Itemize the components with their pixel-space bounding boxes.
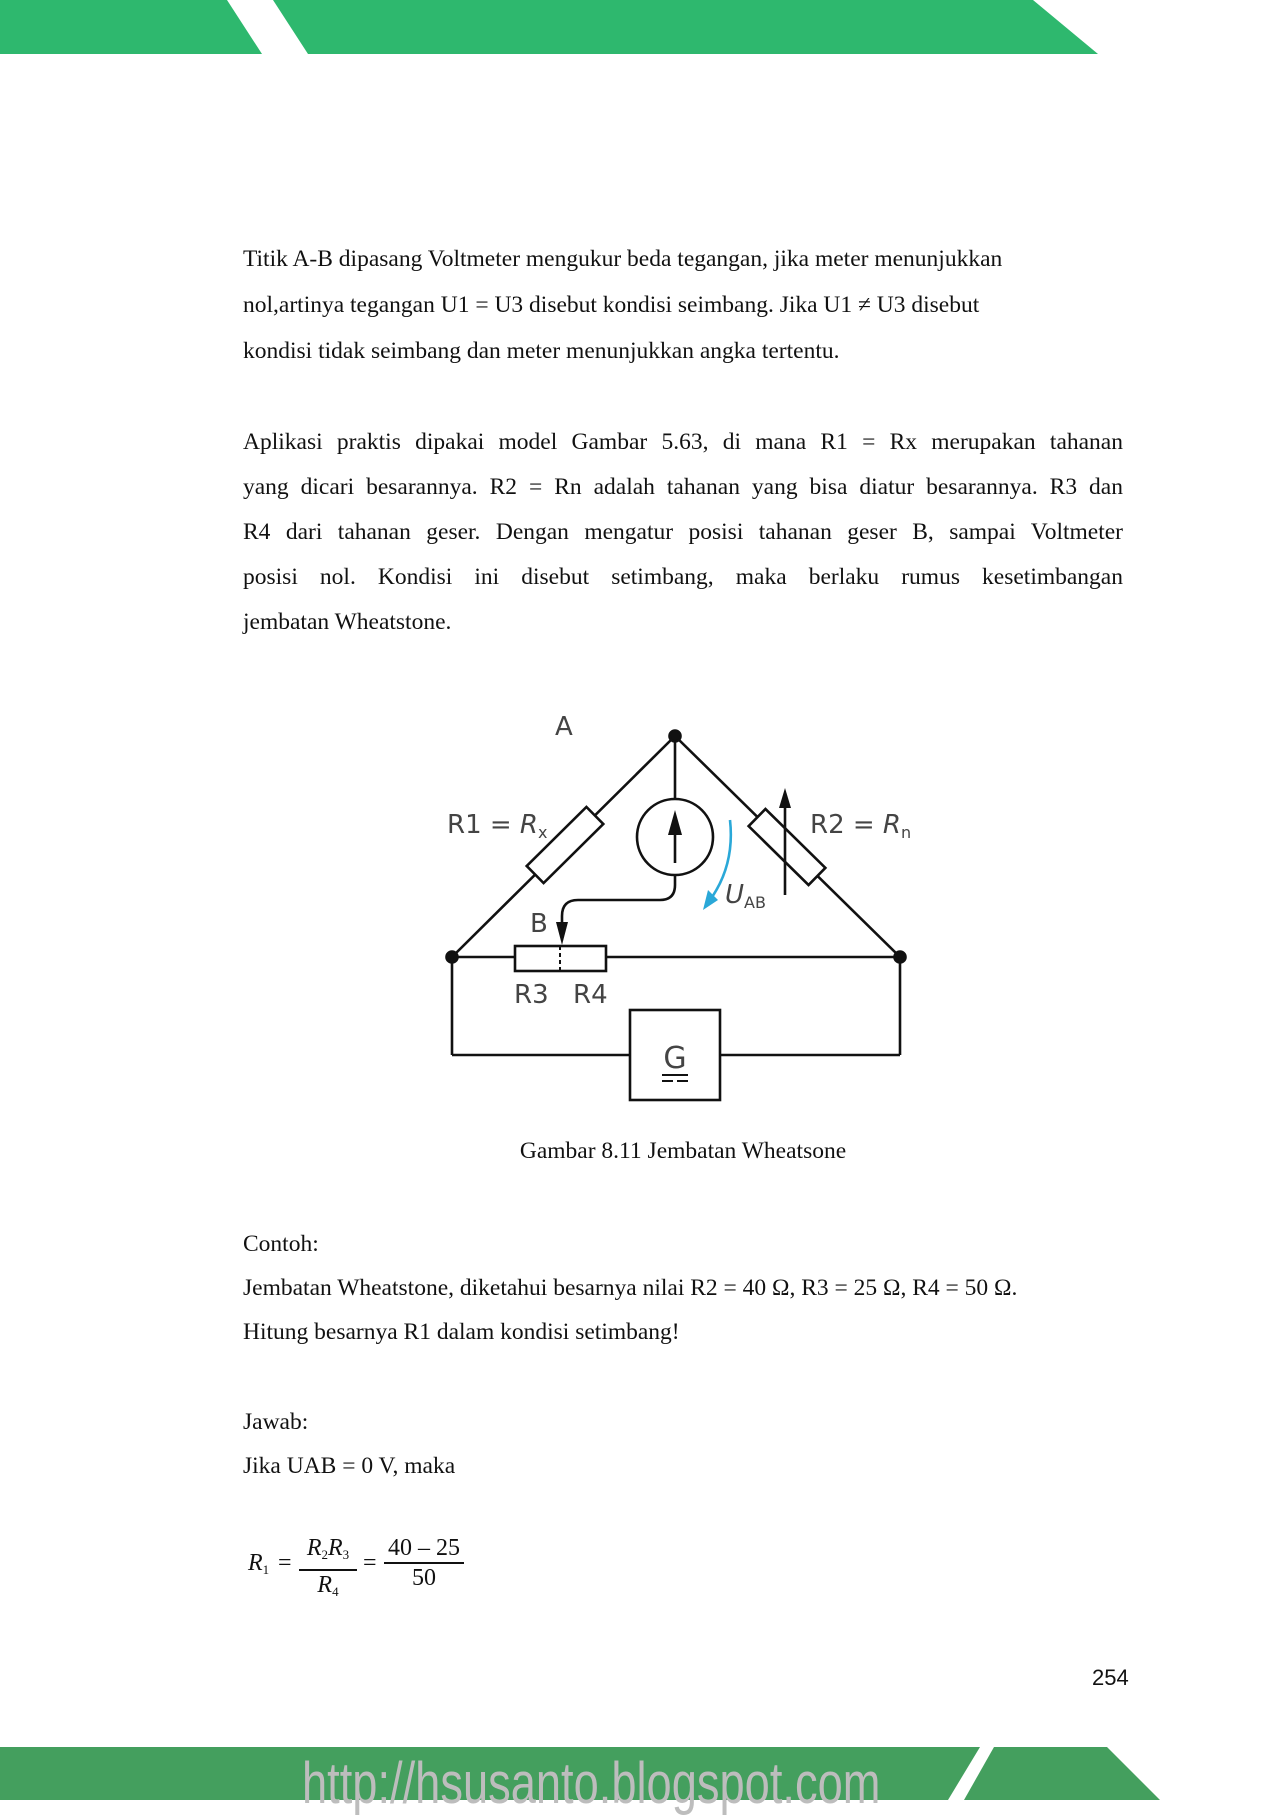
wiper-arrow-icon	[556, 922, 568, 945]
answer-line: Jika UAB = 0 V, maka	[243, 1453, 456, 1479]
figure-caption: Gambar 8.11 Jembatan Wheatsone	[519, 1138, 847, 1164]
paragraph-line: nol,artinya tegangan U1 = U3 disebut kondisi seimbang. Jika U1 ≠ U3 disebut	[243, 292, 980, 318]
answer-heading: Jawab:	[243, 1409, 309, 1435]
label-r1: R1 = Rx	[447, 810, 548, 842]
example-heading: Contoh:	[243, 1231, 319, 1257]
wheatstone-bridge-diagram	[430, 700, 930, 1120]
top-banner	[0, 0, 1272, 54]
node-a-dot	[670, 731, 681, 742]
page-number: 254	[1092, 1665, 1129, 1690]
top-banner-left-segment	[0, 0, 262, 54]
label-node-b: B	[530, 909, 548, 939]
label-r4: R4	[573, 980, 608, 1010]
label-uab: UAB	[725, 880, 766, 912]
paragraph-line: yang dicari besarannya. R2 = Rn adalah tahanan yang bisa diatur besarannya. R3 dan	[243, 474, 1123, 500]
paragraph-line: Aplikasi praktis dipakai model Gambar 5.63, di mana R1 = Rx merupakan tahanan	[243, 429, 1123, 455]
paragraph-application	[243, 420, 1123, 645]
example-line: Hitung besarnya R1 dalam kondisi setimbang!	[243, 1319, 680, 1345]
fraction-symbolic: $R_2R_3$ $R_4$	[299, 1534, 357, 1606]
label-generator: G	[663, 1041, 687, 1076]
top-banner-right-segment	[273, 0, 1098, 54]
answer-section	[243, 1400, 1123, 1488]
footer-url-watermark: http://hsusanto.blogspot.com	[302, 1751, 881, 1816]
label-node-a: A	[555, 712, 573, 742]
paragraph-line: kondisi tidak seimbang dan meter menunjukkan angka tertentu.	[243, 338, 840, 364]
resistor-r1-icon	[527, 807, 604, 883]
example-line: Jembatan Wheatstone, diketahui besarnya nilai R2 = 40 Ω, R3 = 25 Ω, R4 = 50 Ω.	[243, 1275, 1018, 1301]
paragraph-line: R4 dari tahanan geser. Dengan mengatur posisi tahanan geser B, sampai Voltmeter	[243, 519, 1123, 545]
bottom-banner-right-segment	[964, 1747, 1160, 1800]
label-r2: R2 = Rn	[810, 810, 912, 842]
example-section	[243, 1222, 1123, 1354]
fraction-numeric: 40 – 25 50	[384, 1534, 464, 1592]
label-r3: R3	[514, 980, 549, 1010]
paragraph-line: posisi nol. Kondisi ini disebut setimbang, maka berlaku rumus kesetimbangan	[243, 564, 1123, 590]
paragraph-line: Titik A-B dipasang Voltmeter mengukur beda tegangan, jika meter menunjukkan	[243, 246, 1003, 272]
paragraph-voltmeter	[243, 236, 1123, 374]
paragraph-line: jembatan Wheatstone.	[243, 609, 452, 635]
